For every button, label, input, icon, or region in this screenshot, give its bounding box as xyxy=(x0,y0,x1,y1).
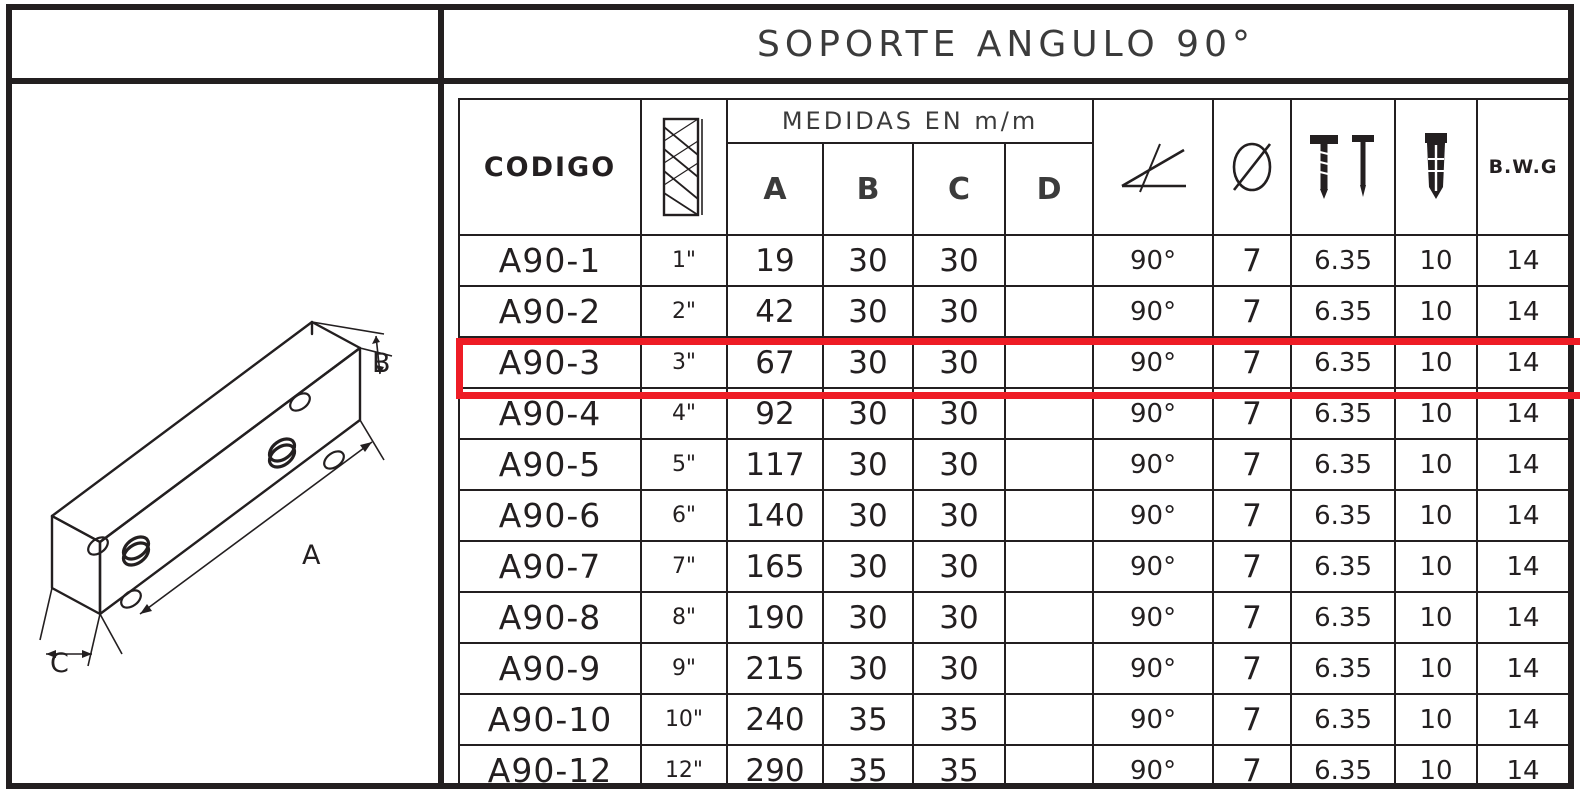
cell-diametro: 7 xyxy=(1213,643,1291,694)
cell-angulo: 90° xyxy=(1093,694,1213,745)
dimension-label-a: A xyxy=(302,540,321,571)
cell-pulgadas: 9" xyxy=(641,643,727,694)
cell-b: 30 xyxy=(823,541,913,592)
cell-a: 117 xyxy=(727,439,823,490)
cell-b: 35 xyxy=(823,694,913,745)
cell-codigo: A90-10 xyxy=(459,694,641,745)
cell-tornillo: 6.35 xyxy=(1291,388,1395,439)
cell-b: 30 xyxy=(823,235,913,286)
cell-angulo: 90° xyxy=(1093,541,1213,592)
cell-diametro: 7 xyxy=(1213,388,1291,439)
cell-tornillo: 6.35 xyxy=(1291,694,1395,745)
header-anchor xyxy=(1395,99,1477,235)
cell-tornillo: 6.35 xyxy=(1291,286,1395,337)
dimension-label-b: B xyxy=(372,348,391,379)
cell-taco: 10 xyxy=(1395,694,1477,745)
cell-bwg: 14 xyxy=(1477,388,1568,439)
cell-pulgadas: 5" xyxy=(641,439,727,490)
cell-a: 67 xyxy=(727,337,823,388)
cell-bwg: 14 xyxy=(1477,286,1568,337)
spec-table-body xyxy=(459,235,1568,783)
table-row[interactable] xyxy=(459,643,1568,694)
cell-diametro: 7 xyxy=(1213,286,1291,337)
wall-anchor-icon xyxy=(1409,129,1463,205)
page-title: SOPORTE ANGULO 90° xyxy=(757,23,1255,65)
header-bwg xyxy=(1477,99,1568,235)
spec-table xyxy=(458,98,1568,783)
cell-taco: 10 xyxy=(1395,541,1477,592)
cell-tornillo: 6.35 xyxy=(1291,745,1395,783)
cell-tornillo: 6.35 xyxy=(1291,643,1395,694)
cell-pulgadas: 6" xyxy=(641,490,727,541)
title-band xyxy=(12,10,1568,84)
cell-diametro: 7 xyxy=(1213,745,1291,783)
cell-c: 30 xyxy=(913,337,1005,388)
cell-tornillo: 6.35 xyxy=(1291,235,1395,286)
drawing-frame xyxy=(6,4,1574,789)
table-row[interactable] xyxy=(459,541,1568,592)
cell-angulo: 90° xyxy=(1093,439,1213,490)
cell-c: 30 xyxy=(913,541,1005,592)
cell-d xyxy=(1005,643,1093,694)
cell-bwg: 14 xyxy=(1477,643,1568,694)
table-row[interactable] xyxy=(459,694,1568,745)
cell-diametro: 7 xyxy=(1213,541,1291,592)
cell-codigo: A90-8 xyxy=(459,592,641,643)
cell-codigo: A90-3 xyxy=(459,337,641,388)
cell-angulo: 90° xyxy=(1093,286,1213,337)
table-row[interactable] xyxy=(459,337,1568,388)
cell-diametro: 7 xyxy=(1213,439,1291,490)
table-row[interactable] xyxy=(459,439,1568,490)
cell-diametro: 7 xyxy=(1213,235,1291,286)
product-drawing-pane xyxy=(12,84,444,783)
spec-table-head xyxy=(459,99,1568,235)
table-row[interactable] xyxy=(459,235,1568,286)
cell-a: 140 xyxy=(727,490,823,541)
cell-a: 290 xyxy=(727,745,823,783)
cell-a: 42 xyxy=(727,286,823,337)
cell-c: 30 xyxy=(913,592,1005,643)
cell-b: 30 xyxy=(823,337,913,388)
diameter-symbol-icon xyxy=(1226,138,1278,196)
cell-bwg: 14 xyxy=(1477,592,1568,643)
cell-c: 30 xyxy=(913,235,1005,286)
cell-d xyxy=(1005,592,1093,643)
cell-codigo: A90-5 xyxy=(459,439,641,490)
cell-d xyxy=(1005,439,1093,490)
cell-c: 35 xyxy=(913,745,1005,783)
cell-codigo: A90-9 xyxy=(459,643,641,694)
cell-codigo: A90-4 xyxy=(459,388,641,439)
header-screw xyxy=(1291,99,1395,235)
cell-angulo: 90° xyxy=(1093,337,1213,388)
cell-c: 30 xyxy=(913,643,1005,694)
cell-tornillo: 6.35 xyxy=(1291,337,1395,388)
dimension-label-c: C xyxy=(50,648,69,679)
cell-d xyxy=(1005,337,1093,388)
drill-bit-icon xyxy=(654,115,714,219)
cell-taco: 10 xyxy=(1395,643,1477,694)
cell-diametro: 7 xyxy=(1213,592,1291,643)
cell-pulgadas: 4" xyxy=(641,388,727,439)
cell-taco: 10 xyxy=(1395,745,1477,783)
cell-diametro: 7 xyxy=(1213,490,1291,541)
cell-codigo: A90-7 xyxy=(459,541,641,592)
cell-b: 35 xyxy=(823,745,913,783)
table-row[interactable] xyxy=(459,592,1568,643)
cell-pulgadas: 2" xyxy=(641,286,727,337)
cell-codigo: A90-12 xyxy=(459,745,641,783)
cell-d xyxy=(1005,388,1093,439)
cell-pulgadas: 1" xyxy=(641,235,727,286)
cell-c: 35 xyxy=(913,694,1005,745)
cell-angulo: 90° xyxy=(1093,745,1213,783)
cell-d xyxy=(1005,490,1093,541)
table-row[interactable] xyxy=(459,286,1568,337)
cell-d xyxy=(1005,286,1093,337)
cell-diametro: 7 xyxy=(1213,694,1291,745)
cell-angulo: 90° xyxy=(1093,388,1213,439)
cell-b: 30 xyxy=(823,592,913,643)
cell-a: 240 xyxy=(727,694,823,745)
cell-pulgadas: 12" xyxy=(641,745,727,783)
cell-taco: 10 xyxy=(1395,235,1477,286)
cell-b: 30 xyxy=(823,439,913,490)
cell-b: 30 xyxy=(823,490,913,541)
screw-icon xyxy=(1300,129,1386,205)
spec-table-pane xyxy=(450,84,1568,783)
header-row-group xyxy=(459,99,1568,143)
cell-codigo: A90-6 xyxy=(459,490,641,541)
cell-c: 30 xyxy=(913,439,1005,490)
cell-d xyxy=(1005,541,1093,592)
cell-bwg: 14 xyxy=(1477,745,1568,783)
cell-bwg: 14 xyxy=(1477,490,1568,541)
cell-pulgadas: 7" xyxy=(641,541,727,592)
cell-codigo: A90-1 xyxy=(459,235,641,286)
cell-pulgadas: 8" xyxy=(641,592,727,643)
cell-taco: 10 xyxy=(1395,388,1477,439)
header-codigo xyxy=(459,99,641,235)
cell-bwg: 14 xyxy=(1477,235,1568,286)
cell-tornillo: 6.35 xyxy=(1291,592,1395,643)
cell-tornillo: 6.35 xyxy=(1291,439,1395,490)
cell-b: 30 xyxy=(823,286,913,337)
title-band-right xyxy=(444,10,1568,78)
cell-taco: 10 xyxy=(1395,490,1477,541)
cell-c: 30 xyxy=(913,490,1005,541)
cell-taco: 10 xyxy=(1395,337,1477,388)
cell-angulo: 90° xyxy=(1093,235,1213,286)
cell-pulgadas: 10" xyxy=(641,694,727,745)
table-row[interactable] xyxy=(459,745,1568,783)
cell-pulgadas: 3" xyxy=(641,337,727,388)
cell-d xyxy=(1005,235,1093,286)
cell-c: 30 xyxy=(913,286,1005,337)
cell-c: 30 xyxy=(913,388,1005,439)
angle-symbol-icon xyxy=(1116,140,1190,194)
header-b: B xyxy=(823,143,913,235)
title-band-left-blank xyxy=(12,10,444,78)
cell-b: 30 xyxy=(823,388,913,439)
cell-d xyxy=(1005,745,1093,783)
cell-a: 92 xyxy=(727,388,823,439)
cell-a: 215 xyxy=(727,643,823,694)
header-codigo-label: CODIGO xyxy=(483,151,617,183)
cell-bwg: 14 xyxy=(1477,694,1568,745)
cell-tornillo: 6.35 xyxy=(1291,490,1395,541)
cell-bwg: 14 xyxy=(1477,337,1568,388)
header-d: D xyxy=(1005,143,1093,235)
header-medidas: MEDIDAS EN m/m xyxy=(727,99,1093,143)
cell-d xyxy=(1005,694,1093,745)
cell-a: 190 xyxy=(727,592,823,643)
table-row[interactable] xyxy=(459,388,1568,439)
cell-taco: 10 xyxy=(1395,286,1477,337)
header-a: A xyxy=(727,143,823,235)
table-row[interactable] xyxy=(459,490,1568,541)
cell-taco: 10 xyxy=(1395,592,1477,643)
cell-taco: 10 xyxy=(1395,439,1477,490)
cell-diametro: 7 xyxy=(1213,337,1291,388)
cell-bwg: 14 xyxy=(1477,541,1568,592)
cell-codigo: A90-2 xyxy=(459,286,641,337)
header-angle xyxy=(1093,99,1213,235)
cell-a: 165 xyxy=(727,541,823,592)
cell-angulo: 90° xyxy=(1093,643,1213,694)
cell-tornillo: 6.35 xyxy=(1291,541,1395,592)
header-diameter xyxy=(1213,99,1291,235)
header-bwg-label: B.W.G xyxy=(1488,156,1558,178)
cell-a: 19 xyxy=(727,235,823,286)
cell-b: 30 xyxy=(823,643,913,694)
header-drill-bit xyxy=(641,99,727,235)
cell-angulo: 90° xyxy=(1093,592,1213,643)
cell-bwg: 14 xyxy=(1477,439,1568,490)
header-c: C xyxy=(913,143,1005,235)
angle-bracket-isometric-drawing xyxy=(12,84,444,783)
cell-angulo: 90° xyxy=(1093,490,1213,541)
